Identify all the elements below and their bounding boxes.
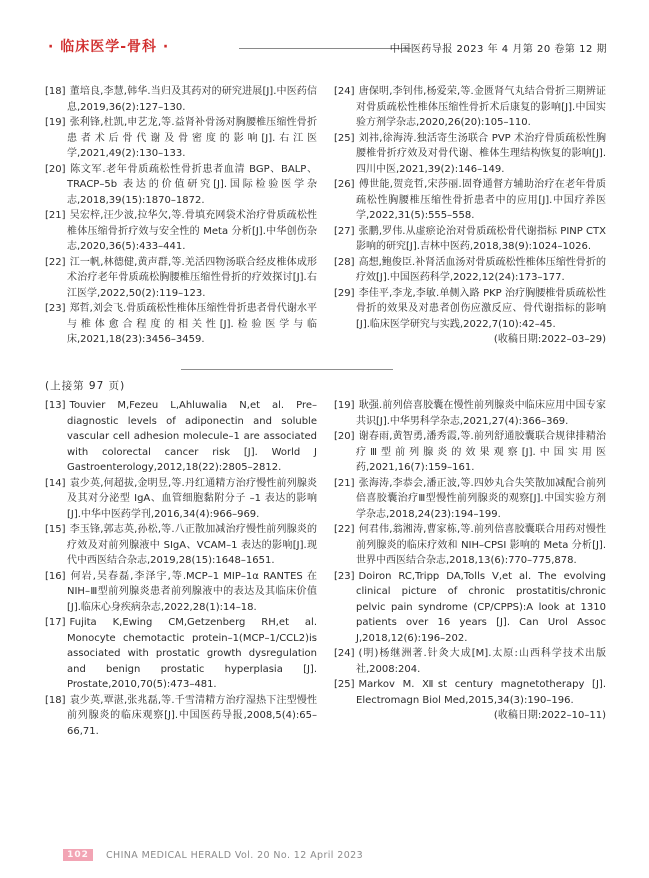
reference-text: 袁少英,何超拔,金明昱,等.丹红通精方治疗慢性前列腺炎及其对分泌型 IgA、血管细胞黏附分子 –1 表达的影响[J].中华中医药学刊,2016,34(4):966–969. <box>67 477 317 520</box>
received-date: (收稿日期:2022–10–11) <box>493 710 606 721</box>
reference-item <box>334 646 606 677</box>
reference-text: 吴宏梓,汪少波,拉华欠,等.骨填充网袋术治疗骨质疏松性椎体压缩骨折疗效与安全性的 Meta 分析[J].中华创伤杂志,2020,36(5):433–441. <box>67 210 317 252</box>
reference-item <box>334 224 606 255</box>
reference-item <box>334 677 606 708</box>
reference-number: [23] <box>334 570 355 582</box>
reference-text: 董培良,李慧,韩华.当归及其药对的研究进展[J].中医药信息,2019,36(2):127–130. <box>67 86 317 113</box>
reference-number: [20] <box>334 431 355 442</box>
reference-number: [21] <box>45 210 66 221</box>
reference-item <box>334 429 606 476</box>
continued-from-note: (上接第 97 页) <box>45 380 126 392</box>
reference-item <box>45 476 317 523</box>
continued-column-left <box>45 398 317 739</box>
reference-number: [27] <box>334 225 355 237</box>
reference-number: [15] <box>45 524 66 535</box>
reference-text: Doiron RC,Tripp DA,Tolls V,et al. The evolving clinical picture of chronic prostatitis/chronic pelvic pain syndrome (CP/CPPS):A look at 1310 patients over 16 years [J]. Can Urol Assoc J,2018,12(6):196–202. <box>356 570 606 644</box>
reference-item <box>45 522 317 569</box>
reference-list <box>45 398 317 739</box>
reference-number: [18] <box>45 694 66 706</box>
header-rule <box>239 48 411 49</box>
references-column-left <box>45 84 317 348</box>
reference-number: [22] <box>45 256 66 268</box>
reference-text: 何君伟,翁湘涛,曹家栋,等.前列倍喜胶囊联合用药对慢性前列腺炎的临床疗效和 NIH–CPSI 影响的 Meta 分析[J].世界中西医结合杂志,2018,13(6):770–775,878. <box>356 524 606 566</box>
reference-item <box>45 162 317 209</box>
section-label: · 临床医学-骨科 · <box>48 39 170 55</box>
reference-number: [25] <box>334 679 355 690</box>
reference-text: 郑哲,刘会飞.骨质疏松性椎体压缩性骨折患者骨代谢水平与椎体愈合程度的相关性[J].检验医学与临床,2021,18(23):3456–3459. <box>67 303 317 345</box>
reference-number: [23] <box>45 303 66 314</box>
references-column-right <box>334 84 606 348</box>
reference-item <box>334 476 606 523</box>
reference-text: 张海涛,李恭会,潘正波,等.四妙丸合失笑散加减配合前列倍喜胶囊治疗Ⅲ型慢性前列腺炎的观察[J].中国实验方剂学杂志,2018,24(23):194–199. <box>356 477 606 520</box>
reference-text: 高想,鲍俊臣.补肾活血汤对骨质疏松性椎体压缩性骨折的疗效[J].中国医药科学,2022,12(24):173–177. <box>356 256 606 283</box>
reference-list <box>45 84 317 348</box>
reference-item <box>45 693 317 740</box>
reference-item <box>45 208 317 255</box>
reference-item <box>45 255 317 302</box>
reference-text: 张利锋,杜凯,申艺龙,等.益肾补骨汤对胸腰椎压缩性骨折患者术后骨代谢及骨密度的影响[J].右江医学,2021,49(2):130–133. <box>67 117 317 159</box>
reference-text: 李玉锋,郭志英,孙松,等.八正散加减治疗慢性前列腺炎的疗效及对前列腺液中 SIgA、VCAM–1 表达的影响[J].现代中西医结合杂志,2019,28(15):1648–1651. <box>67 524 317 566</box>
reference-item <box>334 84 606 131</box>
reference-text: 李佳平,李龙,李敏.单侧入路 PKP 治疗胸腰椎骨质疏松性骨折的效果及对患者创伤应激反应、骨代谢指标的影响[J].临床医学研究与实践,2022,7(10):42–45. <box>356 287 606 330</box>
reference-text: 何岩,吴春磊,李泽宇,等.MCP–1 MIP–1α RANTES 在 NIH–Ⅲ型前列腺炎患者前列腺液中的表达及其临床价值[J].临床心身疾病杂志,2022,28(1):14–18. <box>67 570 317 613</box>
received-date: (收稿日期:2022–03–29) <box>493 334 606 345</box>
reference-number: [17] <box>45 617 66 628</box>
reference-item <box>45 115 317 162</box>
reference-number: [21] <box>334 477 355 489</box>
reference-item <box>334 522 606 569</box>
reference-text: Fujita K,Ewing CM,Getzenberg RH,et al. Monocyte chemotactic protein–1(MCP–1/CCL2)is associated with prostatic growth dysregulation and benign prostatic hyperplasia [J]. Prostate,2010,70(5):473–481. <box>67 617 317 690</box>
reference-text: 耿强.前列倍喜胶囊在慢性前列腺炎中临床应用中国专家共识[J].中华男科学杂志,2021,27(4):366–369. <box>356 400 606 427</box>
reference-text: 袁少英,覃湛,张兆磊,等.千雪清精方治疗湿热下注型慢性前列腺炎的临床观察[J].中国医药导报,2008,5(4):65–66,71. <box>67 694 317 737</box>
journal-issue-info: 中国医药导报 2023 年 4 月第 20 卷第 12 期 <box>389 44 607 55</box>
journal-footer-text: CHINA MEDICAL HERALD Vol. 20 No. 12 April 2023 <box>106 849 364 861</box>
continued-column-right <box>334 398 606 724</box>
reference-text: (明)杨继洲著.针灸大成[M].太原:山西科学技术出版社,2008:204. <box>356 648 606 675</box>
reference-number: [29] <box>334 287 355 299</box>
page-footer <box>63 849 363 861</box>
reference-item <box>45 398 317 476</box>
section-divider <box>181 369 393 370</box>
reference-text: 唐保明,李钊伟,杨爱荣,等.金匮肾气丸结合骨折三期辨证对骨质疏松性椎体压缩性骨折术后康复的影响[J].中国实验方剂学杂志,2020,26(20):105–110. <box>356 86 606 128</box>
reference-list <box>334 84 606 332</box>
reference-number: [20] <box>45 163 66 175</box>
reference-number: [26] <box>334 179 355 190</box>
reference-item <box>334 398 606 429</box>
reference-text: 张鹏,罗伟.从虚瘀论治对骨质疏松骨代谢指标 PINP CTX 影响的研究[J].吉林中医药,2018,38(9):1024–1026. <box>356 225 606 252</box>
reference-text: Markov M. Ⅻst century magnetotherapy [J]. Electromagn Biol Med,2015,34(3):190–196. <box>356 679 606 706</box>
reference-number: [24] <box>334 86 355 97</box>
reference-item <box>334 255 606 286</box>
reference-number: [13] <box>45 400 66 411</box>
reference-item <box>45 615 317 693</box>
reference-number: [14] <box>45 477 66 489</box>
page-number-badge: 102 <box>63 849 93 861</box>
reference-number: [22] <box>334 524 355 535</box>
reference-item <box>45 569 317 616</box>
reference-number: [19] <box>334 400 355 411</box>
reference-number: [28] <box>334 256 355 268</box>
reference-number: [24] <box>334 648 355 659</box>
reference-item <box>45 84 317 115</box>
reference-item <box>45 301 317 348</box>
reference-text: 刘祎,徐海涛.独活寄生汤联合 PVP 术治疗骨质疏松性胸腰椎骨折疗效及对骨代谢、椎体生理结构恢复的影响[J].四川中医,2021,39(2):146–149. <box>356 132 606 175</box>
reference-text: Touvier M,Fezeu L,Ahluwalia N,et al. Pre–diagnostic levels of adiponectin and soluble vascular cell adhesion molecule–1 are associated with colorectal cancer risk [J]. World J Gastroenterology,2012,18(22):2805–2812. <box>67 400 317 473</box>
reference-number: [18] <box>45 86 66 97</box>
reference-text: 谢春雨,黄智勇,潘秀霞,等.前列舒通胶囊联合规律排精治疗Ⅲ型前列腺炎的效果观察[J].中国实用医药,2021,16(7):159–161. <box>356 431 606 473</box>
reference-text: 傅世能,贺竞哲,宋莎丽.固脊通督方辅助治疗在老年骨质疏松性胸腰椎压缩性骨折患者中的应用[J].中国疗养医学,2022,31(5):555–558. <box>356 179 606 221</box>
reference-number: [19] <box>45 117 66 128</box>
reference-number: [16] <box>45 570 66 582</box>
reference-item <box>334 569 606 647</box>
reference-item <box>334 177 606 224</box>
reference-list <box>334 398 606 708</box>
reference-number: [25] <box>334 132 355 144</box>
reference-text: 陈文军.老年骨质疏松性骨折患者血清 BGP、BALP、TRACP–5b 表达的价值研究[J].国际检验医学杂志,2018,39(15):1870–1872. <box>67 163 317 206</box>
reference-item <box>334 286 606 333</box>
reference-item <box>334 131 606 178</box>
reference-text: 江一帆,林德健,黄声群,等.羌活四物汤联合经皮椎体成形术治疗老年骨质疏松胸腰椎压缩性骨折的疗效探讨[J].右江医学,2022,50(2):119–123. <box>67 256 317 299</box>
